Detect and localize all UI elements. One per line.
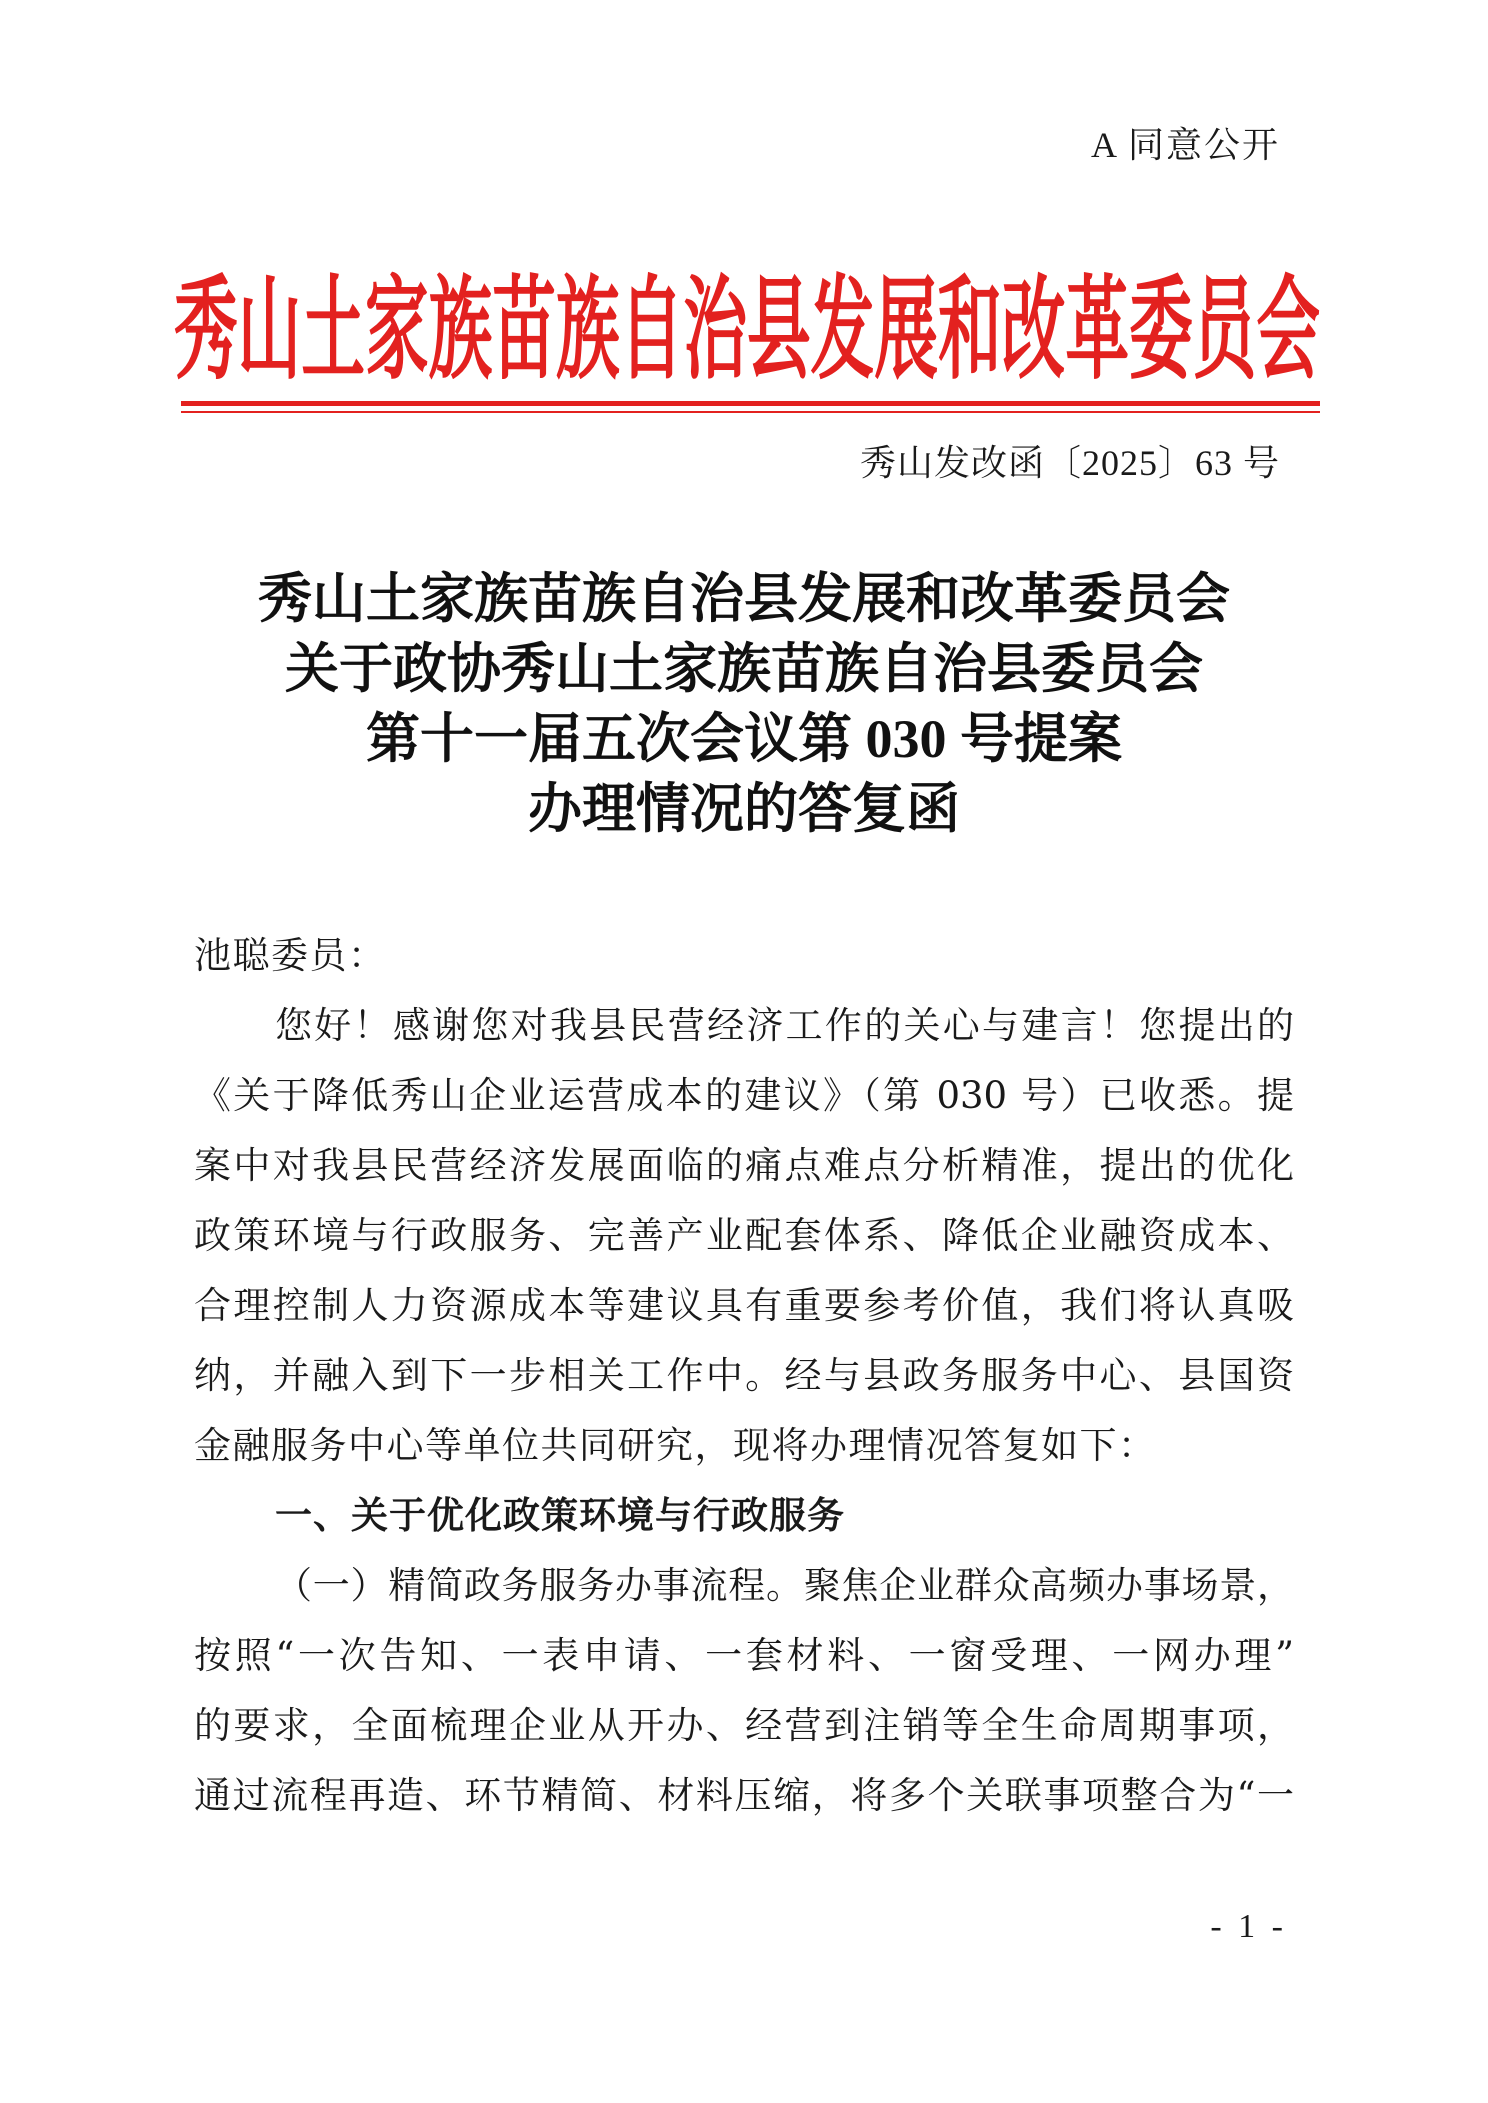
title-line: 关于政协秀山土家族苗族自治县委员会	[285, 639, 1203, 699]
letterhead-rule-thick	[181, 401, 1320, 406]
body-line: 纳，并融入到下一步相关工作中。经与县政务服务中心、县国资	[194, 1354, 1294, 1397]
letterhead	[174, 260, 1320, 395]
disclosure-mark: A 同意公开	[1090, 125, 1280, 165]
salutation: 池聪委员：	[194, 934, 387, 977]
body-line: 的要求，全面梳理企业从开办、经营到注销等全生命周期事项，	[194, 1704, 1294, 1747]
body-line: 您好！感谢您对我县民营经济工作的关心与建言！您提出的	[275, 1004, 1294, 1047]
body-line: 案中对我县民营经济发展面临的痛点难点分析精准，提出的优化	[194, 1144, 1294, 1187]
body-line: 合理控制人力资源成本等建议具有重要参考价值，我们将认真吸	[194, 1284, 1294, 1327]
title-line: 第十一届五次会议第 030 号提案	[366, 709, 1122, 769]
title-line: 办理情况的答复函	[528, 779, 960, 839]
section-heading: 一、关于优化政策环境与行政服务	[275, 1494, 845, 1537]
document-number: 秀山发改函〔2025〕63 号	[859, 443, 1280, 483]
body-line: 政策环境与行政服务、完善产业配套体系、降低企业融资成本、	[194, 1214, 1294, 1257]
body-line: 按照“一次告知、一表申请、一套材料、一窗受理、一网办理”	[194, 1634, 1294, 1677]
body-line: 《关于降低秀山企业运营成本的建议》（第 030 号）已收悉。提	[194, 1074, 1294, 1117]
title-line: 秀山土家族苗族自治县发展和改革委员会	[258, 569, 1230, 629]
document-title	[0, 564, 1488, 844]
body-line: （一）精简政务服务办事流程。聚焦企业群众高频办事场景，	[275, 1564, 1294, 1607]
letter-body	[194, 921, 1294, 1831]
letterhead-rule-thin	[181, 411, 1320, 413]
body-line: 金融服务中心等单位共同研究，现将办理情况答复如下：	[194, 1424, 1157, 1467]
body-line: 通过流程再造、环节精简、材料压缩，将多个关联事项整合为“一	[194, 1774, 1294, 1817]
page-number: - 1 -	[1210, 1908, 1287, 1945]
letterhead-text: 秀山土家族苗族自治县发展和改革委员会	[174, 265, 1320, 395]
